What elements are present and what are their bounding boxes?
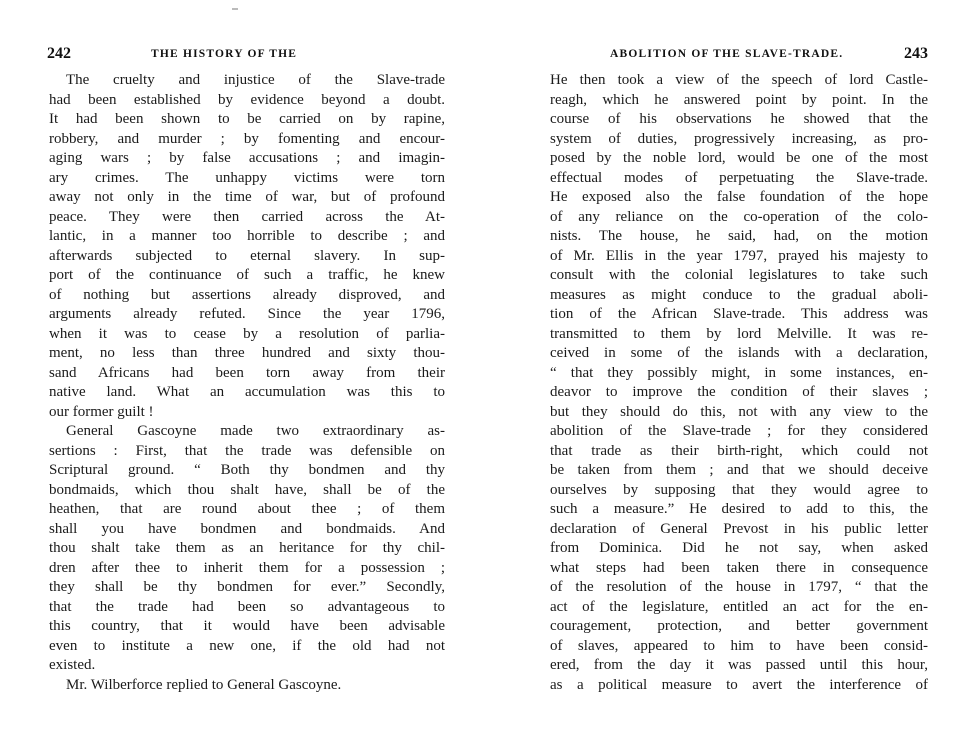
text-line: port of the continuance of such a traffic, he knew bbox=[49, 267, 445, 283]
text-line: robbery, and murder ; by fomenting and encour- bbox=[49, 130, 445, 147]
text-line: Mr. Wilberforce replied to General Gascoyne. bbox=[66, 676, 342, 693]
text-line: had been established by evidence beyond a doubt. bbox=[49, 91, 445, 108]
text-line: measures as might conduce to the gradual aboli- bbox=[550, 286, 928, 303]
left-page-body bbox=[49, 71, 445, 695]
text-line: ered, from the day it was passed until this hour, bbox=[550, 657, 928, 673]
left-page-header bbox=[47, 44, 445, 64]
text-line: be taken from them ; and that we should deceive bbox=[550, 462, 928, 478]
text-line: system of duties, progressively increasing, as pro- bbox=[550, 130, 928, 147]
text-line: He then took a view of the speech of lord Castle- bbox=[550, 72, 928, 88]
right-page bbox=[490, 0, 980, 743]
text-line: posed by the noble lord, would be one of the most bbox=[550, 150, 928, 166]
text-line: of the resolution of the house in 1797, “ that the bbox=[550, 579, 928, 595]
text-line: of slaves, appeared to him to have been consid- bbox=[550, 637, 928, 654]
text-line: nists. The house, he said, had, on the motion bbox=[550, 228, 928, 244]
right-page-number: 243 bbox=[904, 45, 928, 62]
text-line: “ that they possibly might, in some instances, en- bbox=[550, 364, 928, 381]
text-line: arguments already refuted. Since the year 1796, bbox=[49, 306, 445, 322]
text-line: of any reliance on the co-operation of the colo- bbox=[550, 208, 928, 225]
text-line: away not only in the time of war, but of profound bbox=[49, 189, 445, 205]
text-line: reagh, which he answered point by point. In the bbox=[550, 91, 928, 108]
text-line: that trade as their birth-right, which could not bbox=[550, 442, 928, 459]
text-line: lantic, in a manner too horrible to describe ; and bbox=[49, 228, 445, 244]
text-line: Scriptural ground. “ Both thy bondmen and thy bbox=[49, 462, 445, 478]
text-line: ment, no less than three hundred and sixty thou- bbox=[49, 345, 445, 361]
text-line: sand Africans had been torn away from their bbox=[49, 364, 445, 381]
text-line: shall you have bondmen and bondmaids. And bbox=[49, 520, 445, 537]
text-line: declaration of General Prevost in his public letter bbox=[550, 520, 928, 537]
text-line: sertions : First, that the trade was defensible on bbox=[49, 442, 445, 459]
text-line: of Mr. Ellis in the year 1797, prayed his majesty to bbox=[550, 247, 928, 264]
text-line: aging wars ; by false accusations ; and imagin- bbox=[49, 150, 445, 166]
text-line: effectual modes of perpetuating the Slave-trade. bbox=[550, 169, 928, 186]
text-line: act of the legislature, entitled an act for the en- bbox=[550, 598, 928, 615]
right-page-body bbox=[550, 71, 928, 695]
text-line: but they should do this, not with any view to the bbox=[550, 403, 928, 420]
text-line: native land. What an accumulation was this to bbox=[49, 384, 445, 400]
text-line: this country, that it would have been advisable bbox=[49, 618, 445, 634]
text-line: ary crimes. The unhappy victims were torn bbox=[49, 169, 445, 186]
text-line: deavor to improve the condition of their slaves ; bbox=[550, 384, 928, 400]
text-line: from Dominica. Did he not say, when asked bbox=[550, 540, 928, 556]
text-line: tion of the African Slave-trade. This address was bbox=[550, 306, 928, 322]
text-line: consult with the colonial legislatures to take such bbox=[550, 267, 928, 283]
right-page-header bbox=[550, 44, 928, 64]
text-line: even to institute a new one, if the old had not bbox=[49, 637, 445, 654]
text-line: thou shalt take them as an heritance for thy chil- bbox=[49, 540, 445, 556]
text-line: couragement, protection, and better government bbox=[550, 618, 928, 634]
text-line: It had been shown to be carried on by rapine, bbox=[49, 111, 445, 127]
text-line: when it was to cease by a resolution of parlia- bbox=[49, 325, 445, 342]
right-running-head: ABOLITION OF THE SLAVE-TRADE. bbox=[610, 48, 844, 60]
text-line: what steps had been taken there in consequence bbox=[550, 559, 928, 576]
text-line: that the trade had been so advantageous to bbox=[49, 598, 445, 615]
text-line: abolition of the Slave-trade ; for they considered bbox=[550, 423, 928, 439]
text-line: afterwards subjected to eternal slavery. In sup- bbox=[49, 247, 445, 264]
text-line: ceived in some of the islands with a declaration, bbox=[550, 345, 928, 361]
left-page-number: 242 bbox=[47, 45, 71, 62]
text-line: He exposed also the false foundation of the hope bbox=[550, 189, 928, 205]
text-line: bondmaids, which thou shalt have, shall be of the bbox=[49, 481, 445, 498]
text-line: existed. bbox=[49, 657, 96, 673]
text-line: dren after thee to inherit them for a possession ; bbox=[49, 559, 445, 576]
text-line: General Gascoyne made two extraordinary as- bbox=[66, 423, 445, 439]
text-line: course of his observations he showed that the bbox=[550, 111, 928, 127]
text-line: heathen, that are round about thee ; of them bbox=[49, 501, 445, 517]
text-line: ourselves by supposing that they would agree to bbox=[550, 481, 928, 498]
text-line: our former guilt ! bbox=[49, 403, 154, 420]
text-line: The cruelty and injustice of the Slave-trade bbox=[66, 72, 445, 88]
text-line: as a political measure to avert the interference of bbox=[550, 676, 928, 693]
left-running-head: THE HISTORY OF THE bbox=[151, 48, 298, 60]
text-line: such a measure.” He desired to add to this, the bbox=[550, 501, 928, 517]
text-line: peace. They were then carried across the At- bbox=[49, 208, 445, 225]
text-line: transmitted to them by lord Melville. It was re- bbox=[550, 325, 928, 342]
text-line: of nothing but assertions already disproved, and bbox=[49, 286, 445, 303]
text-line: they shall be thy bondmen for ever.” Secondly, bbox=[49, 579, 445, 595]
